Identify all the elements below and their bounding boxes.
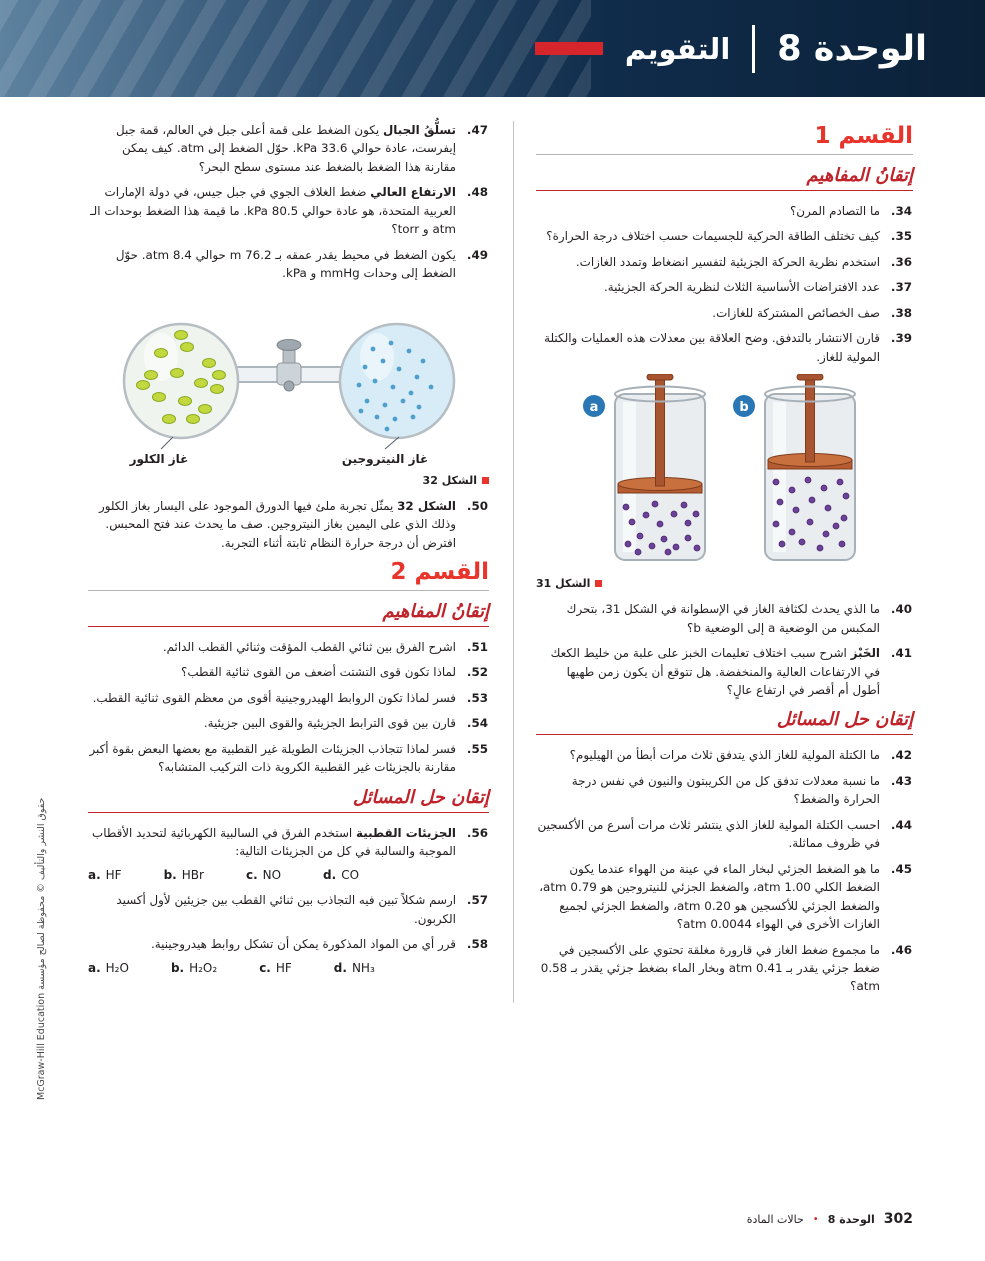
banner-content <box>0 0 985 97</box>
section-1-title: القسم 1 <box>536 123 913 155</box>
label-b: b <box>738 400 749 416</box>
question-40 <box>536 600 913 637</box>
choice-key: c. <box>259 960 271 975</box>
choice-key: b. <box>170 960 185 975</box>
question-text: قارن بين قوى الترابط الجزيئية والقوى البين جزيئية. <box>203 716 456 731</box>
question-number: 38. <box>890 305 912 320</box>
flask-nitrogen <box>340 324 454 438</box>
figure-31-caption <box>536 577 913 590</box>
question-50 <box>88 497 489 552</box>
footer-unit: الوحدة 8 <box>827 1212 875 1226</box>
question-number: 47. <box>466 123 488 137</box>
figure-32-caption <box>88 474 489 487</box>
banner-divider <box>752 25 755 73</box>
question-number: 37. <box>890 280 912 295</box>
question-text: ما الكتلة المولية للغاز الذي يتدفق ثلاث مرات أبطأ من الهيليوم؟ <box>569 748 880 763</box>
question-49 <box>88 246 489 283</box>
question-text: لماذا تكون قوى التشتت أضعف من القوى ثنائية القطب؟ <box>181 665 456 680</box>
question-number: 56. <box>466 825 488 840</box>
question-number: 40. <box>890 602 912 617</box>
choices-58 <box>88 959 456 978</box>
question-text: استخدم نظرية الحركة الجزيئية لتفسير انضغاط وتمدد الغازات. <box>575 254 880 269</box>
question-42 <box>536 746 913 764</box>
question-text: احسب الكتلة المولية للغاز الذي ينتشر ثلاث مرات أسرع من الأكسجين في ظروف مماثلة. <box>537 817 880 851</box>
question-text: قرر أي من المواد المذكورة يمكن أن تشكل روابط هيدروجينية. <box>151 937 456 952</box>
choice-key: d. <box>333 960 347 975</box>
question-number: 46. <box>890 942 912 957</box>
choice-d <box>334 959 375 978</box>
figure-32-illustration <box>103 291 475 469</box>
mastering-concepts-heading-2: إتقانُ المفاهيم <box>88 601 489 627</box>
question-text: يكون الضغط في محيط يقدر عمقه بـ 76.2 m حوالي 8.4 atm. حوّل الضغط إلى وحدات mmHg و kPa. <box>115 247 456 281</box>
copyright-notice: حقوق النشر والتأليف © محفوظة لصالح مؤسسة McGraw-Hill Education <box>36 797 47 1100</box>
choice-value: HF <box>275 960 292 975</box>
choice-value: H₂O <box>105 960 129 975</box>
question-text: عدد الافتراضات الأساسية الثلاث لنظرية الحركة الجزيئية. <box>603 280 880 295</box>
question-number: 44. <box>890 817 912 832</box>
choice-key: d. <box>323 867 337 882</box>
cylinder-b <box>765 374 855 560</box>
question-text: فسر لماذا تكون الروابط الهيدروجينية أقوى من معظم القوى ثنائية القطب. <box>92 690 456 705</box>
cylinder-a <box>615 374 705 560</box>
question-41 <box>536 644 913 699</box>
choice-a <box>88 866 122 885</box>
choice-c <box>246 866 281 885</box>
choice-b <box>164 866 204 885</box>
question-text: فسر لماذا تتجاذب الجزيئات الطويلة غير القطبية مع بعضها البعض بقوة أكبر مقارنة بالجزيئات غير القطبية الكروية ذات التركيب المتشابه؟ <box>89 741 456 775</box>
question-55 <box>88 740 489 777</box>
choice-value: HF <box>105 867 122 882</box>
footer-bullet: • <box>812 1213 819 1225</box>
page-number: 302 <box>883 1211 913 1227</box>
figure-31-illustration <box>560 374 890 572</box>
question-text: ما التصادم المرن؟ <box>789 204 880 218</box>
question-text: صف الخصائص المشتركة للغازات. <box>712 305 880 320</box>
label-a: a <box>589 400 598 416</box>
column-section-2 <box>88 121 489 984</box>
choice-c <box>259 959 292 978</box>
assessment-title: التقويم <box>624 31 731 66</box>
page-footer <box>747 1211 913 1227</box>
question-number: 49. <box>466 247 488 262</box>
choice-value: NH₃ <box>351 960 375 975</box>
question-text: ما الذي يحدث لكثافة الغاز في الإسطوانة في الشكل 31، بتحرك المكبس من الوضعية a إلى الوضعية b؟ <box>566 602 880 635</box>
question-text: اشرح سبب اختلاف تعليمات الخبز على علبة من خليط الكعك في الارتفاعات العالية والمنخفضة. هل تتوقع أن يكون زمن طهيها أطول أم أقصر في ارتفاع عالٍ؟ <box>550 646 880 697</box>
question-number: 42. <box>890 748 912 763</box>
choice-value: CO <box>341 867 360 882</box>
question-number: 34. <box>890 204 912 218</box>
question-39 <box>536 329 913 366</box>
question-48 <box>88 183 489 238</box>
question-51 <box>88 638 489 656</box>
question-number: 36. <box>890 254 912 269</box>
unit-title: الوحدة 8 <box>777 28 927 69</box>
question-34 <box>536 202 913 220</box>
choice-value: HBr <box>181 867 204 882</box>
page-banner <box>0 0 985 97</box>
column-section-1 <box>513 121 913 1003</box>
choice-key: a. <box>88 960 101 975</box>
footer-chapter: حالات المادة <box>746 1212 804 1226</box>
question-text: ارسم شكلاً تبين فيه التجاذب بين ثنائي القطب بين جزيئين لأول أكسيد الكربون. <box>116 893 456 926</box>
choice-b <box>171 959 217 978</box>
choices-56 <box>88 866 456 885</box>
question-54 <box>88 714 489 732</box>
banner-red-bar <box>535 42 603 55</box>
choice-key: b. <box>163 867 177 882</box>
question-text: كيف تختلف الطاقة الحركية للجسيمات حسب اختلاف درجة الحرارة؟ <box>546 229 880 244</box>
question-number: 45. <box>890 861 912 876</box>
caption-square-icon <box>595 580 602 587</box>
question-number: 58. <box>466 937 488 952</box>
question-text: ما هو الضغط الجزئي لبخار الماء في عينة من الهواء عندما يكون الضغط الكلي 1.00 atm، والضغط الجزئي للنيتروجين هو 0.79 atm، والضغط الجزئي للأكسجين هو 0.20 atm، والضغط الجزئي لجميع الغازات الأخرى في الهواء 0.0044 atm؟ <box>539 861 880 932</box>
question-58 <box>88 935 489 977</box>
choice-key: a. <box>88 867 101 882</box>
question-52 <box>88 663 489 681</box>
question-35 <box>536 227 913 245</box>
question-57 <box>88 891 489 928</box>
caption-square-icon <box>482 477 489 484</box>
choice-d <box>323 866 359 885</box>
question-text: ما مجموع ضغط الغاز في قارورة مغلقة تحتوي على الأكسجين في ضغط جزئي يقدر بـ 0.41 atm وبخار الماء بضغط جزئي يقدر بـ 0.58 atm؟ <box>540 942 880 994</box>
question-lead: الشكل 32 <box>397 498 456 513</box>
question-text: ما نسبة معدلات تدفق كل من الكريبتون والنيون في نفس درجة الحرارة والضغط؟ <box>571 773 880 807</box>
question-text: ضغط الغلاف الجوي في جبل جيس، في دولة الإمارات العربية المتحدة، هو عادة حوالي 80.5 kPa. ما قيمة هذا الضغط بوحدات الـ atm و torr؟ <box>90 185 456 237</box>
figure-caption-text: الشكل 32 <box>422 473 477 487</box>
question-number: 35. <box>890 229 912 244</box>
piston-rod-b <box>805 376 814 462</box>
choice-value: NO <box>262 867 282 882</box>
question-43 <box>536 772 913 809</box>
question-45 <box>536 860 913 934</box>
choice-a <box>88 959 129 978</box>
question-text: اشرح الفرق بين ثنائي القطب المؤقت وثنائي القطب الدائم. <box>162 639 456 654</box>
question-37 <box>536 278 913 296</box>
mastering-problems-heading-1: إتقان حل المسائل <box>536 709 913 735</box>
question-lead: الخَبْز <box>850 646 880 661</box>
pointer-line-chlorine <box>161 437 173 449</box>
question-lead: الارتفاع العالي <box>370 185 456 200</box>
question-number: 48. <box>466 185 488 200</box>
question-text: يمثّل تجربة ملئ فيها الدورق الموجود على اليسار بغاز الكلور وذلك الذي على اليمين بغاز النيتروجين. صف ما يحدث عند فتح المحبس. افترض أن درجة حرارة النظام ثابتة أثناء التجربة. <box>98 498 456 550</box>
question-number: 41. <box>890 646 912 661</box>
section-2-title: القسم 2 <box>88 559 489 591</box>
question-56 <box>88 824 489 885</box>
choice-key: c. <box>245 867 258 882</box>
question-number: 57. <box>466 893 488 908</box>
question-lead: الجزيئات القطبية <box>356 825 456 840</box>
figure-32 <box>88 291 489 487</box>
mastering-concepts-heading-1: إتقانُ المفاهيم <box>536 165 913 191</box>
question-46 <box>536 941 913 996</box>
mastering-problems-heading-2: إتقان حل المسائل <box>88 787 489 813</box>
question-36 <box>536 253 913 271</box>
content-columns <box>0 97 985 1003</box>
choice-value: H₂O₂ <box>189 960 218 975</box>
question-number: 52. <box>466 665 488 680</box>
figure-31 <box>536 374 913 590</box>
question-53 <box>88 689 489 707</box>
question-44 <box>536 816 913 853</box>
question-number: 54. <box>466 716 488 731</box>
question-text: استخدم الفرق في السالبية الكهربائية لتحديد الأقطاب الموجبة والسالبة في كل من الجزيئات التالية: <box>92 825 456 859</box>
question-number: 55. <box>466 741 488 756</box>
chlorine-gas-label: غاز الكلور <box>129 451 188 466</box>
question-text: قارن الانتشار بالتدفق. وضح العلاقة بين معدلات هذه العمليات والكتلة المولية للغاز. <box>544 331 880 364</box>
piston-rod-a <box>655 376 664 486</box>
question-number: 53. <box>466 690 488 705</box>
question-lead: تسلُّقُ الجبال <box>382 123 456 137</box>
question-38 <box>536 304 913 322</box>
question-number: 51. <box>466 639 488 654</box>
figure-caption-text: الشكل 31 <box>536 577 591 591</box>
question-47 <box>88 121 489 176</box>
question-number: 43. <box>890 773 912 788</box>
question-text: يكون الضغط على قمة أعلى جبل في العالم، قمة جبل إيفرست، عادة حوالي 33.6 kPa. حوّل الضغط إلى atm. كيف يمكن مقارنة هذا الضغط بالضغط عند مستوى سطح البحر؟ <box>115 123 456 174</box>
nitrogen-gas-label: غاز النيتروجين <box>341 451 428 466</box>
flask-chlorine <box>124 324 238 438</box>
stopcock-valve <box>277 339 301 391</box>
question-number: 39. <box>890 331 912 346</box>
question-number: 50. <box>466 498 488 513</box>
